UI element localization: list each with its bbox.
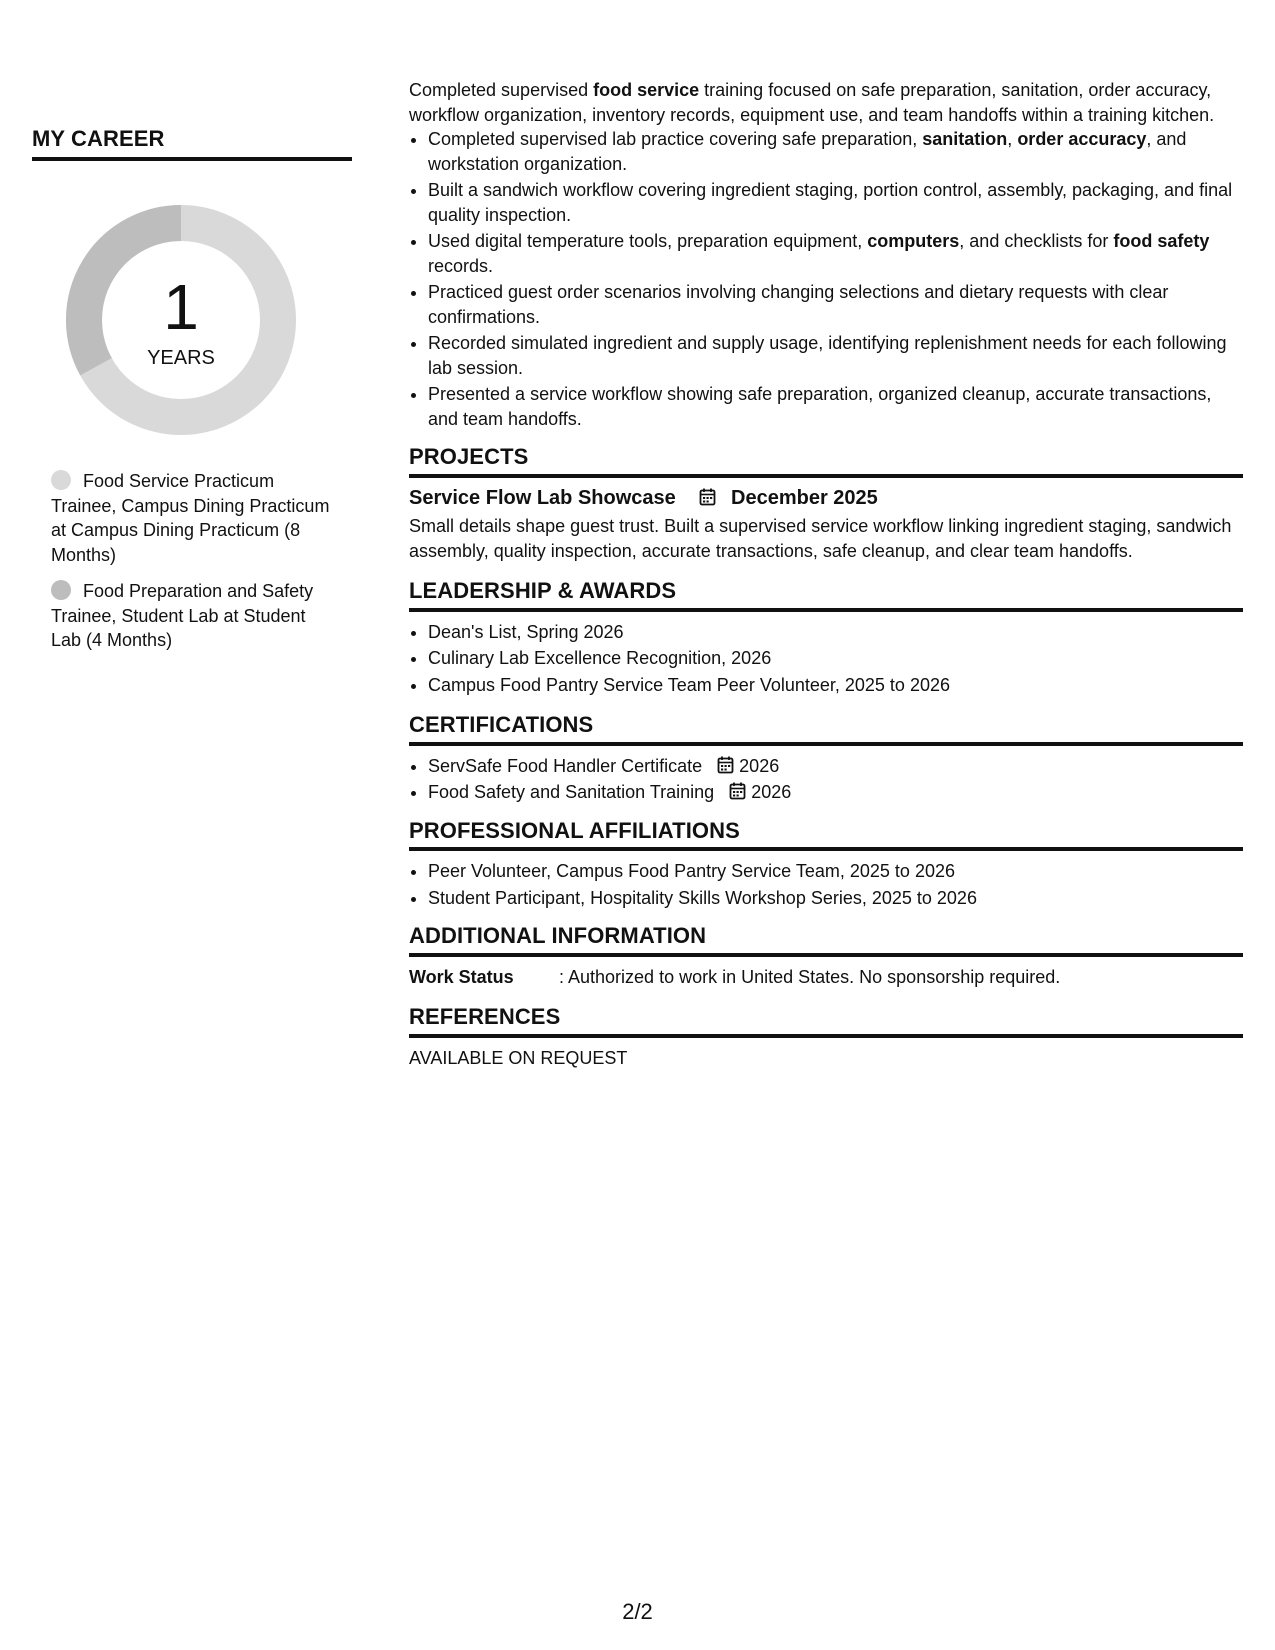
references-text: AVAILABLE ON REQUEST [409,1047,628,1068]
certifications-title: CERTIFICATIONS [409,713,1243,746]
projects-section [409,445,1243,563]
list-item: • Completed supervised lab practice covering safe preparation, sanitation, order accuracy, and workstation organization. [428,127,1243,176]
list-item: • Dean's List, Spring 2026 [428,620,1243,645]
awards-section [409,579,1243,697]
career-item [51,469,331,567]
list-item: • Student Participant, Hospitality Skills Workshop Series, 2025 to 2026 [428,886,1243,911]
additional-section [409,924,1243,989]
list-item: • Practiced guest order scenarios involving changing selections and dietary requests with clear confirmations. [428,280,1243,329]
years-value: 1 [163,271,199,343]
awards-title: LEADERSHIP & AWARDS [409,579,1243,612]
list-item: • Recorded simulated ingredient and supply usage, identifying replenishment needs for each following lab session. [428,331,1243,380]
affiliations-title: PROFESSIONAL AFFILIATIONS [409,819,1243,852]
summary-paragraph: Completed supervised food service training focused on safe preparation, sanitation, order accuracy, workflow organization, inventory records, equipment use, and team handoffs within a training kitchen. [409,80,1215,125]
career-dot-icon [51,580,71,600]
sidebar [32,0,352,665]
career-dot-icon [51,470,71,490]
years-donut-chart [66,205,296,435]
additional-title: ADDITIONAL INFORMATION [409,924,1243,957]
project-heading [409,486,1243,511]
calendar-icon [729,782,746,800]
calendar-icon [717,756,734,774]
list-item: • Culinary Lab Excellence Recognition, 2026 [428,646,1243,671]
affiliations-list [409,859,1243,910]
work-status-row [409,965,1243,990]
list-item: • Peer Volunteer, Campus Food Pantry Service Team, 2025 to 2026 [428,859,1243,884]
references-title: REFERENCES [409,1005,1243,1038]
list-item: • Used digital temperature tools, preparation equipment, computers, and checklists for food safety records. [428,229,1243,278]
work-status-value: : Authorized to work in United States. No sponsorship required. [559,966,1061,987]
project-description: Small details shape guest trust. Built a supervised service workflow linking ingredient staging, sandwich assembly, quality inspection, accurate transactions, safe cleanup, and clear team handoffs. [409,516,1232,561]
project-date: December 2025 [731,486,878,509]
projects-title: PROJECTS [409,445,1243,478]
list-item: • Campus Food Pantry Service Team Peer Volunteer, 2025 to 2026 [428,673,1243,698]
list-item: • Food Safety and Sanitation Training 2026 [428,780,1243,805]
calendar-icon [699,488,716,506]
career-item-text: Food Preparation and Safety Trainee, Student Lab at Student Lab (4 Months) [51,581,314,650]
career-item [51,579,331,653]
list-item: • Built a sandwich workflow covering ingredient staging, portion control, assembly, packaging, and final quality inspection. [428,178,1243,227]
awards-list [409,620,1243,698]
list-item: • Presented a service workflow showing safe preparation, organized cleanup, accurate transactions, and team handoffs. [428,382,1243,431]
certifications-list [409,754,1243,805]
main-content [409,78,1243,1070]
affiliations-section [409,819,1243,911]
years-unit: YEARS [147,347,215,369]
project-name: Service Flow Lab Showcase [409,486,676,509]
experience-bullets [409,127,1243,431]
list-item: • ServSafe Food Handler Certificate 2026 [428,754,1243,779]
career-title: MY CAREER [32,126,352,161]
career-item-text: Food Service Practicum Trainee, Campus Dining Practicum at Campus Dining Practicum (8 Months) [51,471,330,565]
certifications-section [409,713,1243,805]
page-number: 2/2 [622,1599,653,1624]
career-list [51,469,331,653]
references-section [409,1005,1243,1070]
work-status-label: Work Status [409,966,514,987]
